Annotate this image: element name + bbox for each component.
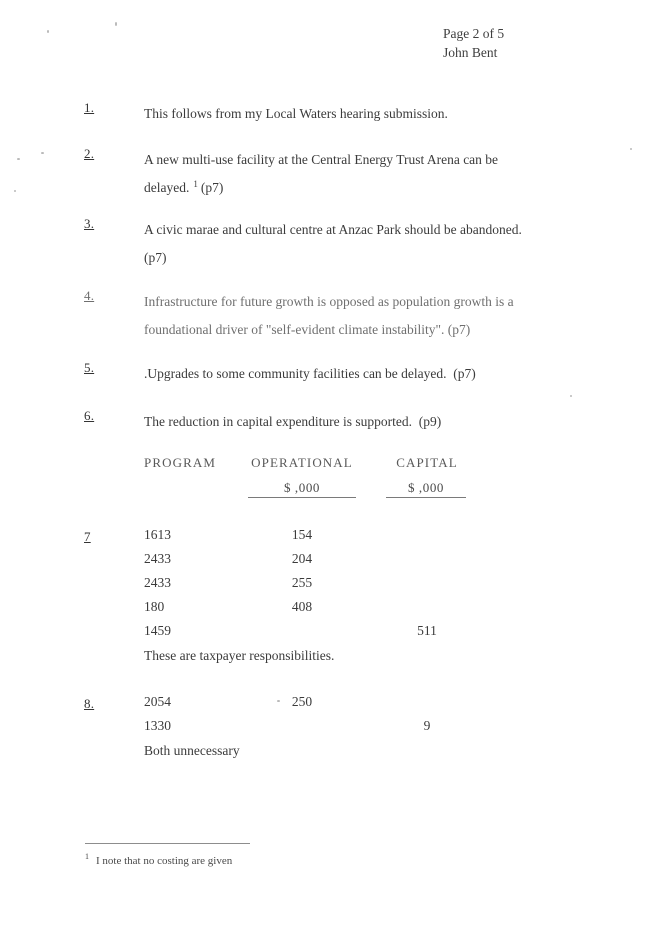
cell-operational: 255 xyxy=(291,575,313,590)
item-line: A civic marae and cultural centre at Anzac Park should be abandoned. xyxy=(144,222,522,237)
cell-program: 180 xyxy=(144,599,165,614)
item-line: Infrastructure for future growth is opposed as population growth is a xyxy=(144,294,514,309)
cell-operational: 204 xyxy=(291,551,313,566)
scan-speckle xyxy=(630,148,632,150)
item-line-text: delayed. xyxy=(144,180,190,195)
page-header xyxy=(443,24,504,62)
cell-program: 2054 xyxy=(144,694,171,709)
item-line: .Upgrades to some community facilities can be delayed. (p7) xyxy=(144,366,476,381)
item-text xyxy=(144,100,564,128)
scan-speckle xyxy=(14,190,16,192)
column-subheader-capital: $ ,000 xyxy=(386,480,466,498)
table-note: Both unnecessary xyxy=(144,743,240,758)
scan-speckle xyxy=(115,22,117,26)
scan-speckle xyxy=(41,152,44,154)
item-text xyxy=(144,288,564,344)
item-number: 3. xyxy=(84,216,95,231)
item-text xyxy=(144,360,564,388)
footnote xyxy=(85,852,233,867)
cell-program: 2433 xyxy=(144,551,171,566)
table-row xyxy=(0,623,645,647)
item-number: 5. xyxy=(84,360,95,375)
item-line-trailing: (p7) xyxy=(200,180,224,195)
cell-operational: 154 xyxy=(291,527,313,542)
footnote-marker: 1 xyxy=(193,178,198,189)
footnote-text: I note that no costing are given xyxy=(96,855,233,867)
table-row xyxy=(0,599,645,623)
item-number: 6. xyxy=(84,408,95,423)
scan-speckle xyxy=(17,158,20,160)
cell-program: 1330 xyxy=(144,718,171,733)
item-number: 8. xyxy=(84,696,95,711)
cell-operational: 250 xyxy=(291,694,313,709)
author-label: John Bent xyxy=(443,45,498,60)
page-number-label: Page 2 of 5 xyxy=(443,26,505,41)
item-number: 7 xyxy=(84,529,91,544)
column-header-operational: OPERATIONAL xyxy=(251,455,353,470)
scan-speckle xyxy=(47,30,49,33)
table-note: These are taxpayer responsibilities. xyxy=(144,648,335,663)
item-line: (p7) xyxy=(144,250,167,265)
table-row xyxy=(0,694,645,718)
item-number: 2. xyxy=(84,146,95,161)
item-line: This follows from my Local Waters hearing submission. xyxy=(144,106,448,121)
item-text xyxy=(144,216,564,272)
footnote-separator xyxy=(85,843,250,844)
table-header-row xyxy=(0,455,645,501)
table-row xyxy=(0,551,645,575)
table-row xyxy=(0,527,645,551)
item-line: foundational driver of "self-evident climate instability". (p7) xyxy=(144,322,471,337)
column-header-capital: CAPITAL xyxy=(396,455,458,470)
item-line: A new multi-use facility at the Central Energy Trust Arena can be xyxy=(144,152,499,167)
column-header-program: PROGRAM xyxy=(144,455,216,470)
item-number: 4. xyxy=(84,288,95,303)
item-number: 1. xyxy=(84,100,95,115)
column-subheader-operational: $ ,000 xyxy=(248,480,356,498)
cell-capital: 9 xyxy=(423,718,431,733)
table-row xyxy=(0,718,645,742)
item-text xyxy=(144,146,564,202)
cell-program: 1613 xyxy=(144,527,171,542)
cell-operational: 408 xyxy=(291,599,313,614)
item-line xyxy=(144,174,564,202)
item-text xyxy=(144,408,564,436)
cell-program: 1459 xyxy=(144,623,171,638)
cell-capital: 511 xyxy=(417,623,437,638)
footnote-marker: 1 xyxy=(85,852,89,862)
item-line: The reduction in capital expenditure is supported. (p9) xyxy=(144,414,442,429)
scan-speckle xyxy=(570,395,572,397)
cell-program: 2433 xyxy=(144,575,171,590)
table-row xyxy=(0,575,645,599)
